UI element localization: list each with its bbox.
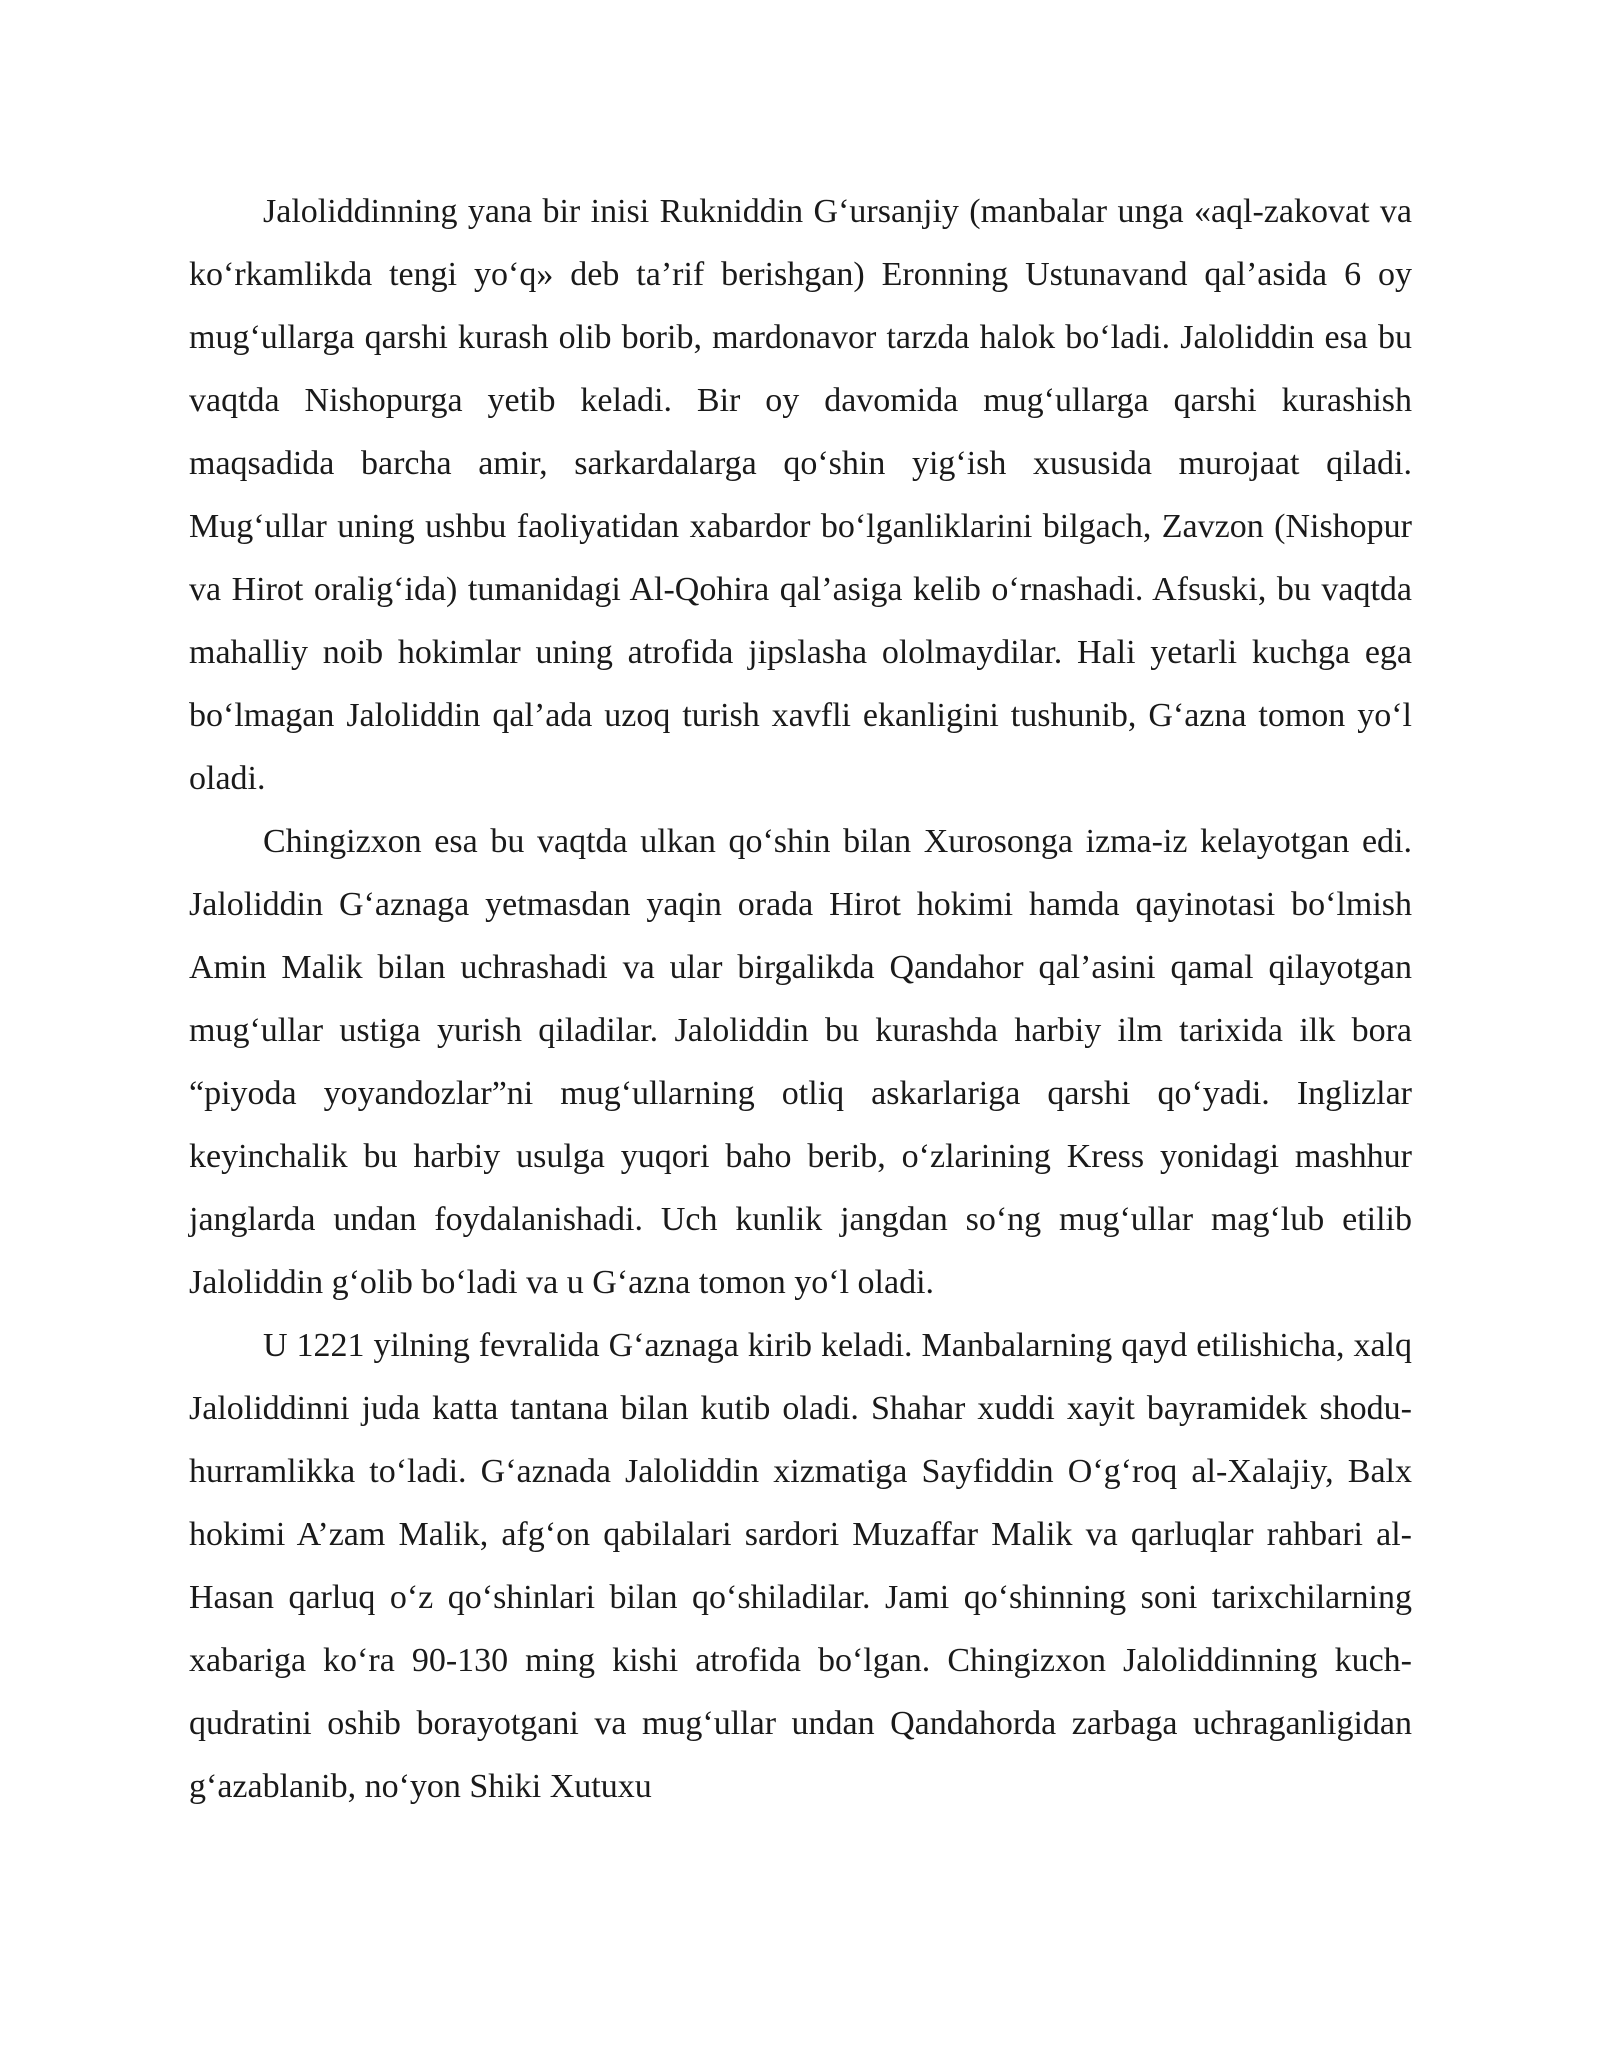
- paragraph-gazna: U 1221 yilning fevralida G‘aznaga kirib keladi. Manbalarning qayd etilishicha, xalq Jaloliddinni juda katta tantana bilan kutib oladi. Shahar xuddi xayit bayramidek shodu-hurramlikka to‘ladi. G‘aznada Jaloliddin xizmatiga Sayfiddin O‘g‘roq al-Xalajiy, Balx hokimi A’zam Malik, afg‘on qabilalari sardori Muzaffar Malik va qarluqlar rahbari al-Hasan qarluq o‘z qo‘shinlari bilan qo‘shiladilar. Jami qo‘shinning soni tarixchilarning xabariga ko‘ra 90-130 ming kishi atrofida bo‘lgan. Chingizxon Jaloliddinning kuch-qudratini oshib borayotgani va mug‘ullar undan Qandahorda zarbaga uchraganligidan g‘azablanib, no‘yon Shiki Xutuxu: [189, 1327, 1412, 1805]
- paragraph-chingizxon: Chingizxon esa bu vaqtda ulkan qo‘shin bilan Xurosonga izma-iz kelayotgan edi. Jaloliddin G‘aznaga yetmasdan yaqin orada Hirot hokimi hamda qayinotasi bo‘lmish Amin Malik bilan uchrashadi va ular birgalikda Qandahor qal’asini qamal qilayotgan mug‘ullar ustiga yurish qiladilar. Jaloliddin bu kurashda harbiy ilm tarixida ilk bora “piyoda yoyandozlar”ni mug‘ullarning otliq askarlariga qarshi qo‘yadi. Inglizlar keyinchalik bu harbiy usulga yuqori baho berib, o‘zlarining Kress yonidagi mashhur janglarda undan foydalanishadi. Uch kunlik jangdan so‘ng mug‘ullar mag‘lub etilib Jaloliddin g‘olib bo‘ladi va u G‘azna tomon yo‘l oladi.: [189, 823, 1412, 1301]
- paragraph-ruknuddin: Jaloliddinning yana bir inisi Rukniddin G‘ursanjiy (manbalar unga «aql-zakovat va ko‘rkamlikda tengi yo‘q» deb ta’rif berishgan) Eronning Ustunavand qal’asida 6 oy mug‘ullarga qarshi kurash olib borib, mardonavor tarzda halok bo‘ladi. Jaloliddin esa bu vaqtda Nishopurga yetib keladi. Bir oy davomida mug‘ullarga qarshi kurashish maqsadida barcha amir, sarkardalarga qo‘shin yig‘ish xususida murojaat qiladi. Mug‘ullar uning ushbu faoliyatidan xabardor bo‘lganliklarini bilgach, Zavzon (Nishopur va Hirot oralig‘ida) tumanidagi Al-Qohira qal’asiga kelib o‘rnashadi. Afsuski, bu vaqtda mahalliy noib hokimlar uning atrofida jipslasha ololmaydilar. Hali yetarli kuchga ega bo‘lmagan Jaloliddin qal’ada uzoq turish xavfli ekanligini tushunib, G‘azna tomon yo‘l oladi.: [189, 193, 1412, 797]
- document-body: [189, 180, 1412, 1818]
